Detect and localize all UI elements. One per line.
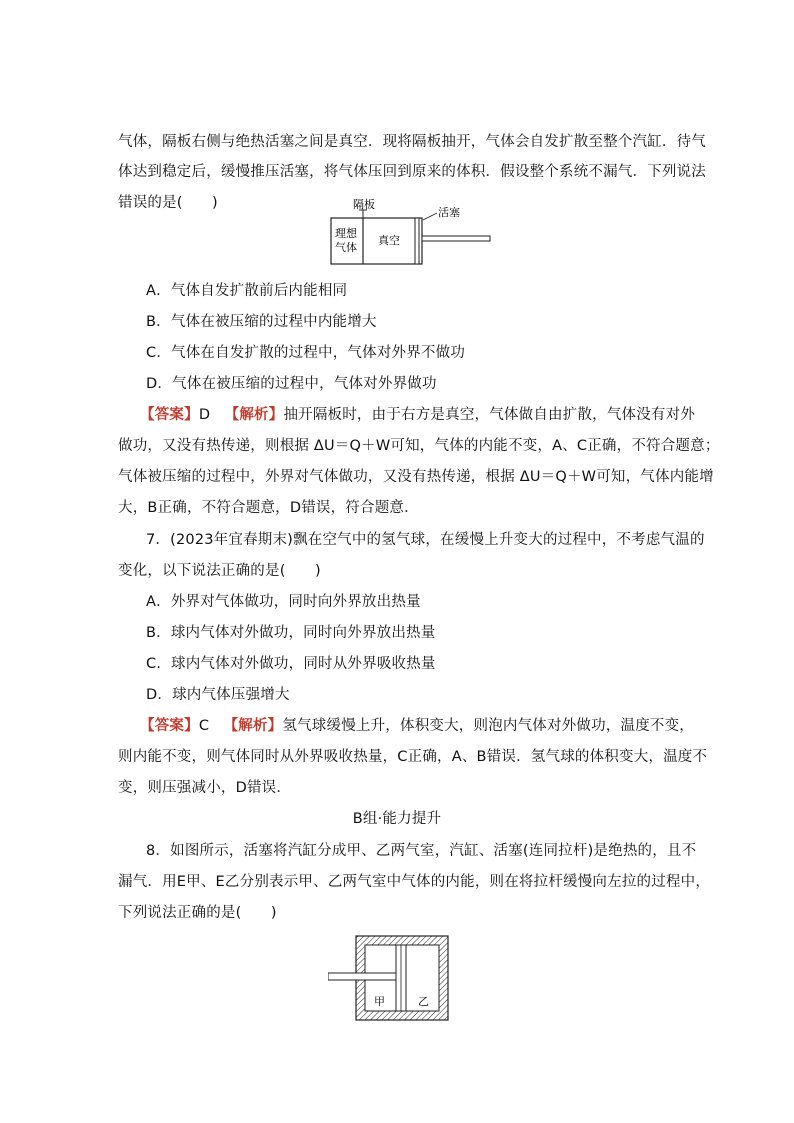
gas-label-line-2: 气体: [335, 241, 357, 254]
answer-value: C: [198, 718, 210, 734]
partition-label: 隔板: [353, 198, 375, 211]
q6-stem-line-2: 体达到稳定后，缓慢推压活塞，将气体压回到原来的体积．假设整个系统不漏气．下列说法: [118, 164, 706, 180]
cylinder-partition-figure: [325, 198, 500, 270]
chamber-a-label: 甲: [374, 995, 385, 1008]
piston-rod: [422, 236, 490, 241]
q6-stem-line-1: 气体，隔板右侧与绝热活塞之间是真空．现将隔板抽开，气体会自发扩散至整个汽缸．待气: [118, 134, 706, 150]
q6-option-d: D．气体在被压缩的过程中，气体对外界做功: [146, 376, 437, 392]
q7-option-a: A．外界对气体做功，同时向外界放出热量: [146, 594, 421, 610]
q7-option-b: B．球内气体对外做功，同时向外界放出热量: [146, 625, 436, 641]
q6-analysis-line-3: 气体被压缩的过程中，外界对气体做功，又没有热传递，根据 ΔU＝Q＋W可知，气体内能增: [118, 469, 714, 485]
analysis-text: 氢气球缓慢上升，体积变大，则泡内气体对外做功，温度不变，: [282, 718, 694, 734]
q7-stem-line-2: 变化，以下说法正确的是( ): [118, 563, 321, 579]
piston: [415, 218, 419, 264]
q7-analysis-line-3: 变，则压强减小，D错误．: [118, 780, 292, 796]
q7-option-c: C．球内气体对外做功，同时从外界吸收热量: [146, 656, 436, 672]
q6-option-b: B．气体在被压缩的过程中内能增大: [146, 314, 377, 330]
q6-option-a: A．气体自发扩散前后内能相同: [146, 283, 348, 299]
vacuum-label: 真空: [378, 234, 400, 247]
answer-value: D: [198, 407, 211, 423]
analysis-tag: 【解析】: [224, 407, 284, 423]
q8-stem-line-3: 下列说法正确的是( ): [118, 905, 277, 921]
q7-answer-line: [140, 716, 700, 736]
chamber-b-label: 乙: [418, 995, 429, 1008]
piston-leader-line: [423, 213, 437, 220]
q7-option-d: D．球内气体压强增大: [146, 687, 290, 703]
insulated-cylinder-figure: [328, 932, 456, 1024]
analysis-text: 抽开隔板时，由于右方是真空，气体做自由扩散，气体没有对外: [283, 407, 696, 423]
q8-stem-line-2: 漏气．用E甲、E乙分别表示甲、乙两气室中气体的内能，则在将拉杆缓慢向左拉的过程中，: [118, 874, 711, 890]
q6-analysis-line-4: 大，B正确，不符合题意，D错误，符合题意．: [118, 500, 419, 516]
q6-option-c: C．气体在自发扩散的过程中，气体对外界不做功: [146, 345, 466, 361]
rod-opening: [356, 973, 366, 980]
q6-analysis-line-2: 做功，又没有热传递，则根据 ΔU＝Q＋W可知，气体的内能不变，A、C正确，不符合题意；: [118, 438, 720, 454]
q7-analysis-line-2: 则内能不变，则气体同时从外界吸收热量，C正确，A、B错误．氢气球的体积变大，温度不: [118, 749, 708, 765]
gas-label-line-1: 理想: [335, 227, 357, 240]
answer-tag: 【答案】: [140, 407, 199, 423]
piston-label: 活塞: [438, 206, 460, 219]
q6-stem-line-3: 错误的是( ): [118, 195, 218, 211]
analysis-tag: 【解析】: [223, 718, 283, 734]
answer-tag: 【答案】: [140, 718, 199, 734]
q7-stem-line-1: 7．(2023年宜春期末)飘在空气中的氢气球，在缓慢上升变大的过程中，不考虑气温的: [146, 532, 705, 548]
q6-answer-line: [140, 405, 700, 425]
section-title: B组·能力提升: [352, 811, 442, 827]
q8-stem-line-1: 8．如图所示，活塞将汽缸分成甲、乙两气室，汽缸、活塞(连同拉杆)是绝热的，且不: [146, 843, 697, 859]
